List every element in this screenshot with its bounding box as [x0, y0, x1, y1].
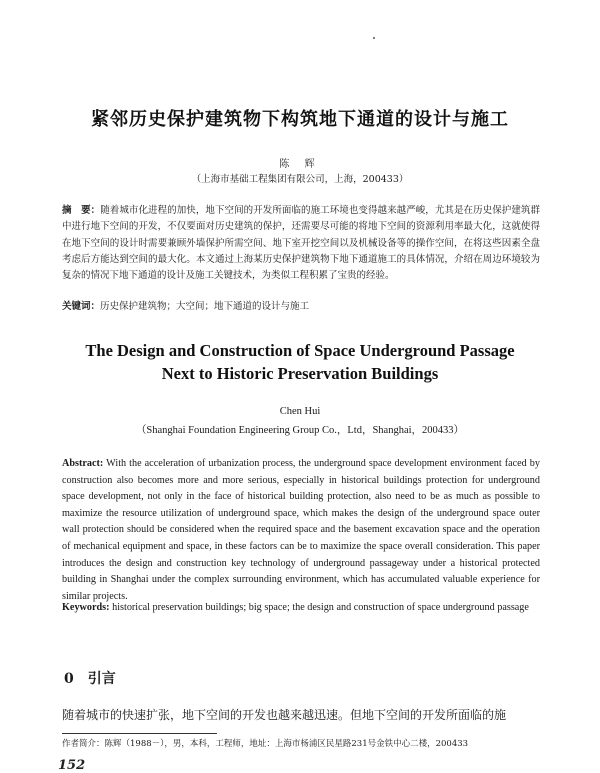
- chinese-title: 紧邻历史保护建筑物下构筑地下通道的设计与施工: [91, 109, 509, 130]
- scan-speck: [373, 37, 375, 39]
- english-keywords: [62, 600, 540, 617]
- english-abstract: [62, 456, 540, 605]
- english-abstract-label: Abstract:: [62, 458, 104, 469]
- footnote-rule: [62, 733, 217, 734]
- chinese-abstract-label: 摘 要：: [62, 205, 101, 216]
- chinese-author: 陈 辉: [279, 159, 321, 170]
- english-title-line-2: Next to Historic Preservation Buildings: [161, 364, 439, 383]
- english-keywords-text: historical preservation buildings; big space; the design and construction of space underground passage: [112, 602, 529, 613]
- english-title-line-1: The Design and Construction of Space Underground Passage: [85, 341, 515, 360]
- chinese-keywords-label: 关键词：: [62, 301, 101, 312]
- english-abstract-text: With the acceleration of urbanization process, the underground space development environment faced by construction also becomes more and more serious, especially in historical buildings protection for underground space development, not only in the face of historical building protection, also need to be as much as possible to maximize the resource utilization of underground space, which makes the design of the underground space outer wall protection should be considered when the required space and the basement excavation space and the operation of mechanical equipment and space, in these factors can be to maximize the space overall consideration. This paper introduces the design and construction key technology of underground passageway under a historical protected building in Shanghai under the complex surrounding environment, which has accumulated valuable experience for similar projects.: [62, 458, 540, 602]
- english-affiliation: （Shanghai Foundation Engineering Group Co.，Ltd，Shanghai，200433）: [135, 425, 465, 436]
- section-title: 引言: [87, 671, 116, 687]
- chinese-keywords-text: 历史保护建筑物；大空间；地下通道的设计与施工: [100, 301, 310, 312]
- english-title: [0, 339, 600, 385]
- chinese-abstract-text: 随着城市化进程的加快，地下空间的开发所面临的施工环境也变得越来越严峻，尤其是在历史保护建筑群中进行地下空间的开发，不仅要面对历史建筑的保护，还需要尽可能的将地下空间的资源利用率最大化，这就使得在地下空间的设计时需要兼顾外墙保护所需空间、地下室开挖空间以及机械设备等的操作空间，在将这些因素全盘考虑后方能达到空间的最大化。本文通过上海某历史保护建筑物下地下通道施工的具体情况，介绍在周边环境较为复杂的情况下地下通道的设计及施工关键技术，为类似工程积累了宝贵的经验。: [62, 205, 540, 282]
- section-number: 0: [64, 671, 74, 687]
- english-author: Chen Hui: [279, 406, 321, 417]
- chinese-keywords: [62, 299, 540, 315]
- chinese-abstract: [62, 203, 540, 284]
- chinese-affiliation: （上海市基础工程集团有限公司，上海，200433）: [191, 174, 409, 185]
- author-footnote: 作者简介：陈辉（1988－），男，本科，工程师，地址：上海市杨浦区民星路231号金铁中心二楼，200433: [62, 739, 469, 749]
- english-keywords-label: Keywords:: [62, 602, 110, 613]
- body-paragraph: 随着城市的快速扩张，地下空间的开发也越来越迅速。但地下空间的开发所面临的施: [62, 708, 507, 722]
- section-heading: [64, 668, 116, 688]
- page-number: 152: [58, 758, 86, 773]
